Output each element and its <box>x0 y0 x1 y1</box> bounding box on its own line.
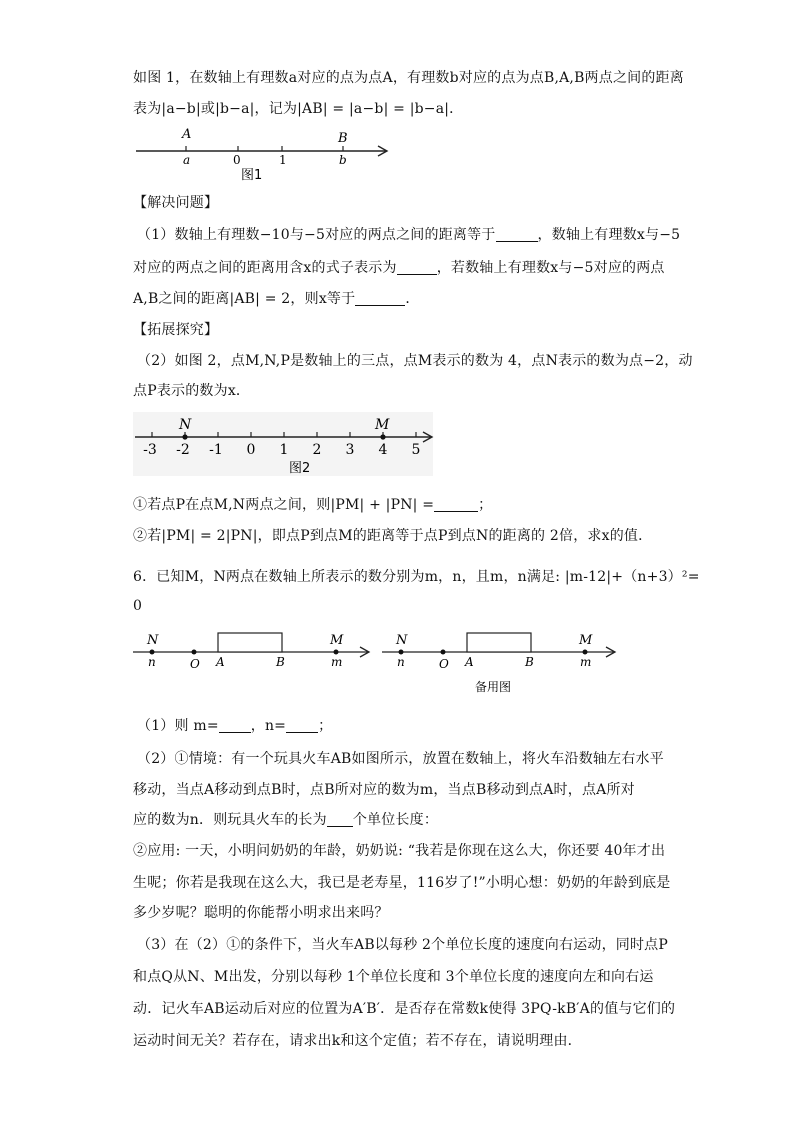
fig1-point-B: B <box>338 131 348 146</box>
fig2-tick-3: 3 <box>345 442 355 458</box>
q5-part1-line2 <box>133 257 665 277</box>
fig1-tick-1: 1 <box>279 153 287 167</box>
fig6-left-label-n: n <box>148 655 156 669</box>
q5-sub1-line <box>133 494 492 514</box>
q6-part2-line5: 生呢；你若是我现在这么大，我已是老寿星，116岁了!”小明心想：奶奶的年龄到底是 <box>133 875 671 891</box>
fig6-left-point-M: M <box>330 633 344 648</box>
q5-intro-line2: 表为|a−b|或|b−a|，记为|AB| = |a−b| = |b−a|． <box>133 101 464 117</box>
fig2-caption: 图2 <box>289 461 311 476</box>
q5-part1-line1 <box>137 224 680 244</box>
heading-extended-inquiry: 【拓展探究】 <box>133 322 219 338</box>
q5-sub2-line: ②若|PM| = 2|PN|，即点P到点M的距离等于点P到点N的距离的 2倍，求x的值． <box>133 528 653 544</box>
q6-stem-line2: 0 <box>133 598 143 614</box>
answer-blank-n[interactable] <box>286 718 318 733</box>
fig2-point-N-dot <box>182 434 187 439</box>
fig6-right-point-M: M <box>579 633 593 648</box>
fig6-left-label-O: O <box>190 657 200 671</box>
fig2-point-M-dot <box>380 434 385 439</box>
fig1-point-A: A <box>182 127 192 142</box>
answer-blank-pm-pn-sum[interactable] <box>434 497 478 512</box>
figure-6-number-lines <box>130 628 630 698</box>
q6-part1-text-n: ，n= <box>250 718 287 734</box>
fig6-backup-caption: 备用图 <box>475 680 512 694</box>
fig2-tick--3: -3 <box>143 442 157 458</box>
q6-part3-line2: 和点Q从N、M出发，分别以每秒 1个单位长度和 3个单位长度的速度向左和向右运 <box>133 969 654 985</box>
q5-part2-line1: （2）如图 2，点M,N,P是数轴上的三点，点M表示的数为 4，点N表示的数为点−2，动 <box>137 353 693 369</box>
answer-blank-distance[interactable] <box>496 227 538 242</box>
fig6-right-label-A: A <box>465 655 474 669</box>
fig2-point-N: N <box>179 417 192 433</box>
q6-part2-line3 <box>133 809 438 829</box>
fig2-tick-0: 0 <box>246 442 256 458</box>
fig2-tick--1: -1 <box>209 442 223 458</box>
fig6-right-label-B: B <box>525 655 534 669</box>
fig1-tick-a: a <box>183 153 191 167</box>
fig6-main-figure <box>133 633 369 671</box>
q5-part1-text-d: ，若数轴上有理数x与−5对应的两点 <box>436 260 665 276</box>
fig6-right-label-O: O <box>439 657 449 671</box>
fig2-tick-1: 1 <box>279 442 289 458</box>
q6-stem-line1: 6．已知M，N两点在数轴上所表示的数分别为m，n，且m，n满足: |m-12|+（n+3）²= <box>133 569 700 585</box>
q6-part1-line <box>137 715 332 735</box>
fig2-tick--2: -2 <box>176 442 190 458</box>
fig2-tick-4: 4 <box>378 442 388 458</box>
fig1-tick-b: b <box>339 153 347 167</box>
q6-part1-text-m: （1）则 m= <box>137 718 219 734</box>
q6-part3-line4: 运动时间无关？若存在，请求出k和这个定值；若不存在，请说明理由． <box>133 1033 582 1049</box>
q6-part2-text-b: 个单位长度： <box>352 812 439 828</box>
q5-part1-text-f: ． <box>405 291 420 307</box>
fig2-tick-2: 2 <box>312 442 322 458</box>
toy-train-ab-backup <box>467 633 531 652</box>
fig2-tick-5: 5 <box>411 442 421 458</box>
q6-part3-line1: （3）在（2）①的条件下，当火车AB以每秒 2个单位长度的速度向右运动，同时点P <box>137 937 668 953</box>
fig6-right-label-n: n <box>397 655 405 669</box>
q6-part2-line1: （2）①情境：有一个玩具火车AB如图所示，放置在数轴上，将火车沿数轴左右水平 <box>137 751 664 767</box>
fig6-left-label-A: A <box>216 655 225 669</box>
fig6-left-label-B: B <box>276 655 285 669</box>
q6-part1-end: ； <box>318 718 333 734</box>
answer-blank-expression[interactable] <box>397 260 437 275</box>
fig6-left-label-m: m <box>331 655 343 669</box>
fig6-right-point-N: N <box>396 633 408 648</box>
answer-blank-train-length[interactable] <box>327 812 353 827</box>
q6-part2-line4: ②应用: 一天，小明问奶奶的年龄，奶奶说: “我若是你现在这么大，你还要 40年才出 <box>133 843 666 859</box>
figure-1-number-line <box>133 126 403 184</box>
q5-part1-text-e: A,B之间的距离|AB| = 2，则x等于 <box>133 291 356 307</box>
fig2-point-M: M <box>375 417 390 433</box>
answer-blank-m[interactable] <box>219 718 251 733</box>
heading-solve-problem: 【解决问题】 <box>133 195 219 211</box>
figure-2-number-line <box>133 412 443 478</box>
toy-train-ab <box>218 633 282 652</box>
q6-part3-line3: 动．记火车AB运动后对应的位置为A′B′．是否存在常数k使得 3PQ-kB′A的值与它们的 <box>133 1001 676 1017</box>
fig1-tick-0: 0 <box>233 153 241 167</box>
q5-part1-text-a: （1）数轴上有理数−10与−5对应的两点之间的距离等于 <box>137 227 496 243</box>
q5-part1-line3 <box>133 288 420 308</box>
fig1-caption: 图1 <box>241 168 263 183</box>
q5-sub1-text: ①若点P在点M,N两点之间，则|PM| + |PN| = <box>133 497 435 513</box>
fig6-backup-figure <box>382 633 615 694</box>
q6-part2-line6: 多少岁呢？聪明的你能帮小明求出来吗？ <box>133 905 389 921</box>
q6-part2-text-a: 应的数为n．则玩具火车的长为 <box>133 812 327 828</box>
q5-intro-line1: 如图 1，在数轴上有理数a对应的点为点A，有理数b对应的点为点B,A,B两点之间的距离 <box>133 70 684 86</box>
answer-blank-x-value[interactable] <box>355 291 405 306</box>
q5-part1-text-b: ，数轴上有理数x与−5 <box>537 227 681 243</box>
fig6-right-label-m: m <box>580 655 592 669</box>
q5-sub1-end: ； <box>478 497 493 513</box>
fig6-left-point-N: N <box>147 633 159 648</box>
q5-part1-text-c: 对应的两点之间的距离用含x的式子表示为 <box>133 260 397 276</box>
q5-part2-line2: 点P表示的数为x． <box>133 383 251 399</box>
q6-part2-line2: 移动，当点A移动到点B时，点B所对应的数为m，当点B移动到点A时，点A所对 <box>133 782 635 798</box>
